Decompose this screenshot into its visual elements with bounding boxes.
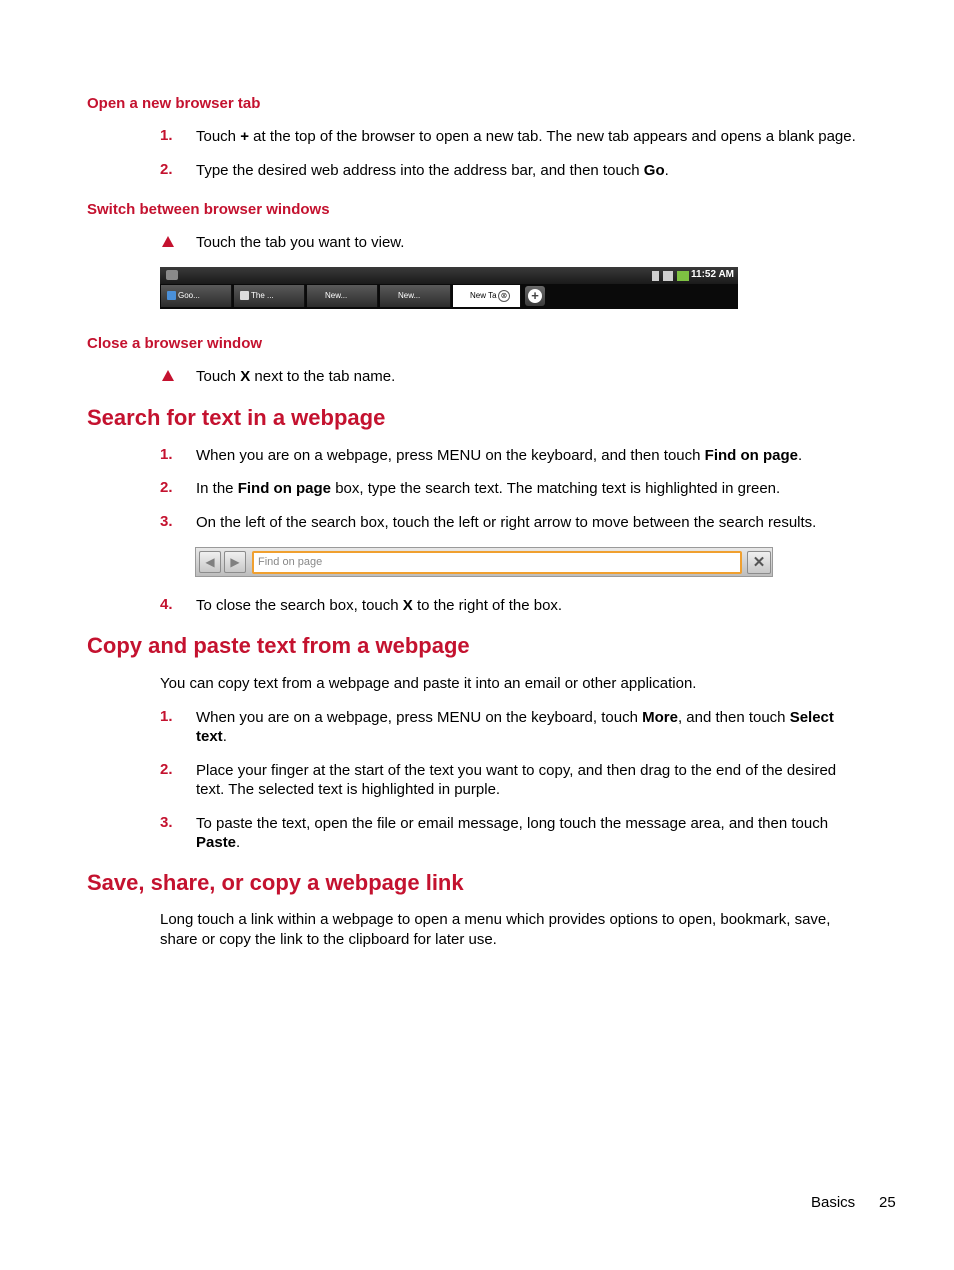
signal-icon xyxy=(663,271,673,281)
section-heading-open-tab: Open a new browser tab xyxy=(87,95,261,112)
new-tab-button[interactable] xyxy=(525,286,545,306)
step-text: Place your finger at the start of the text you want to copy, and then drag to the end of the desired xyxy=(196,762,837,779)
step-number: 2. xyxy=(160,161,173,178)
notification-icon xyxy=(166,270,178,280)
status-time: 11:52 AM xyxy=(691,269,734,280)
network-icon xyxy=(652,271,659,281)
google-icon xyxy=(167,291,176,300)
plus-icon: + xyxy=(528,289,542,303)
step-number: 4. xyxy=(160,596,173,613)
step-text: Touch + at the top of the browser to open a new tab. The new tab appears and opens a blank page. xyxy=(196,128,856,145)
bullet-triangle-icon xyxy=(162,236,174,247)
step-number: 1. xyxy=(160,708,173,725)
battery-icon xyxy=(677,271,689,281)
step-text: When you are on a webpage, press MENU on the keyboard, touch More, and then touch Select xyxy=(196,709,834,726)
step-number: 3. xyxy=(160,513,173,530)
step-number: 2. xyxy=(160,761,173,778)
step-number: 1. xyxy=(160,446,173,463)
step-text: In the Find on page box, type the search text. The matching text is highlighted in green. xyxy=(196,480,781,497)
browser-tab[interactable]: Goo... xyxy=(161,285,232,307)
page-number: 25 xyxy=(879,1194,896,1211)
page-icon xyxy=(240,291,249,300)
find-on-page-input[interactable]: Find on page xyxy=(252,551,742,574)
step-text: On the left of the search box, touch the left or right arrow to move between the search results. xyxy=(196,514,817,531)
step-text: When you are on a webpage, press MENU on the keyboard, and then touch Find on page. xyxy=(196,447,803,464)
bullet-triangle-icon xyxy=(162,370,174,381)
section-heading-close-window: Close a browser window xyxy=(87,335,263,352)
step-text-continuation: text. The selected text is highlighted in purple. xyxy=(196,781,501,798)
find-on-page-screenshot xyxy=(195,547,773,577)
bullet-text: Touch X next to the tab name. xyxy=(196,368,396,385)
browser-tabs-screenshot xyxy=(160,267,738,309)
step-number: 3. xyxy=(160,814,173,831)
step-text: To close the search box, touch X to the right of the box. xyxy=(196,597,563,614)
bullet-text: Touch the tab you want to view. xyxy=(196,234,405,251)
paragraph-line: Long touch a link within a webpage to open a menu which provides options to open, bookmark, save, xyxy=(160,911,831,928)
section-heading-save-share: Save, share, or copy a webpage link xyxy=(87,870,464,895)
section-heading-switch-windows: Switch between browser windows xyxy=(87,201,330,218)
browser-tab-active[interactable]: New Ta ⊗ xyxy=(453,285,521,307)
section-heading-search: Search for text in a webpage xyxy=(87,405,386,430)
step-text: To paste the text, open the file or email message, long touch the message area, and then touch xyxy=(196,815,829,832)
browser-tab[interactable]: New... xyxy=(380,285,451,307)
step-number: 1. xyxy=(160,127,173,144)
browser-tab[interactable]: New... xyxy=(307,285,378,307)
browser-tab[interactable]: The ... xyxy=(234,285,305,307)
status-bar xyxy=(160,267,738,284)
step-number: 2. xyxy=(160,479,173,496)
previous-result-button[interactable]: ◀ xyxy=(199,551,221,573)
step-text-continuation: text. xyxy=(196,728,227,745)
footer-section: Basics xyxy=(811,1194,856,1211)
next-result-button[interactable]: ▶ xyxy=(224,551,246,573)
intro-paragraph: You can copy text from a webpage and paste it into an email or other application. xyxy=(160,675,697,692)
tab-close-icon[interactable]: ⊗ xyxy=(498,290,510,302)
find-close-button[interactable]: ✕ xyxy=(747,551,771,574)
paragraph-line: share or copy the link to the clipboard for later use. xyxy=(160,931,497,948)
step-text: Type the desired web address into the address bar, and then touch Go. xyxy=(196,162,669,179)
section-heading-copy-paste: Copy and paste text from a webpage xyxy=(87,633,470,658)
step-text-continuation: Paste. xyxy=(196,834,241,851)
